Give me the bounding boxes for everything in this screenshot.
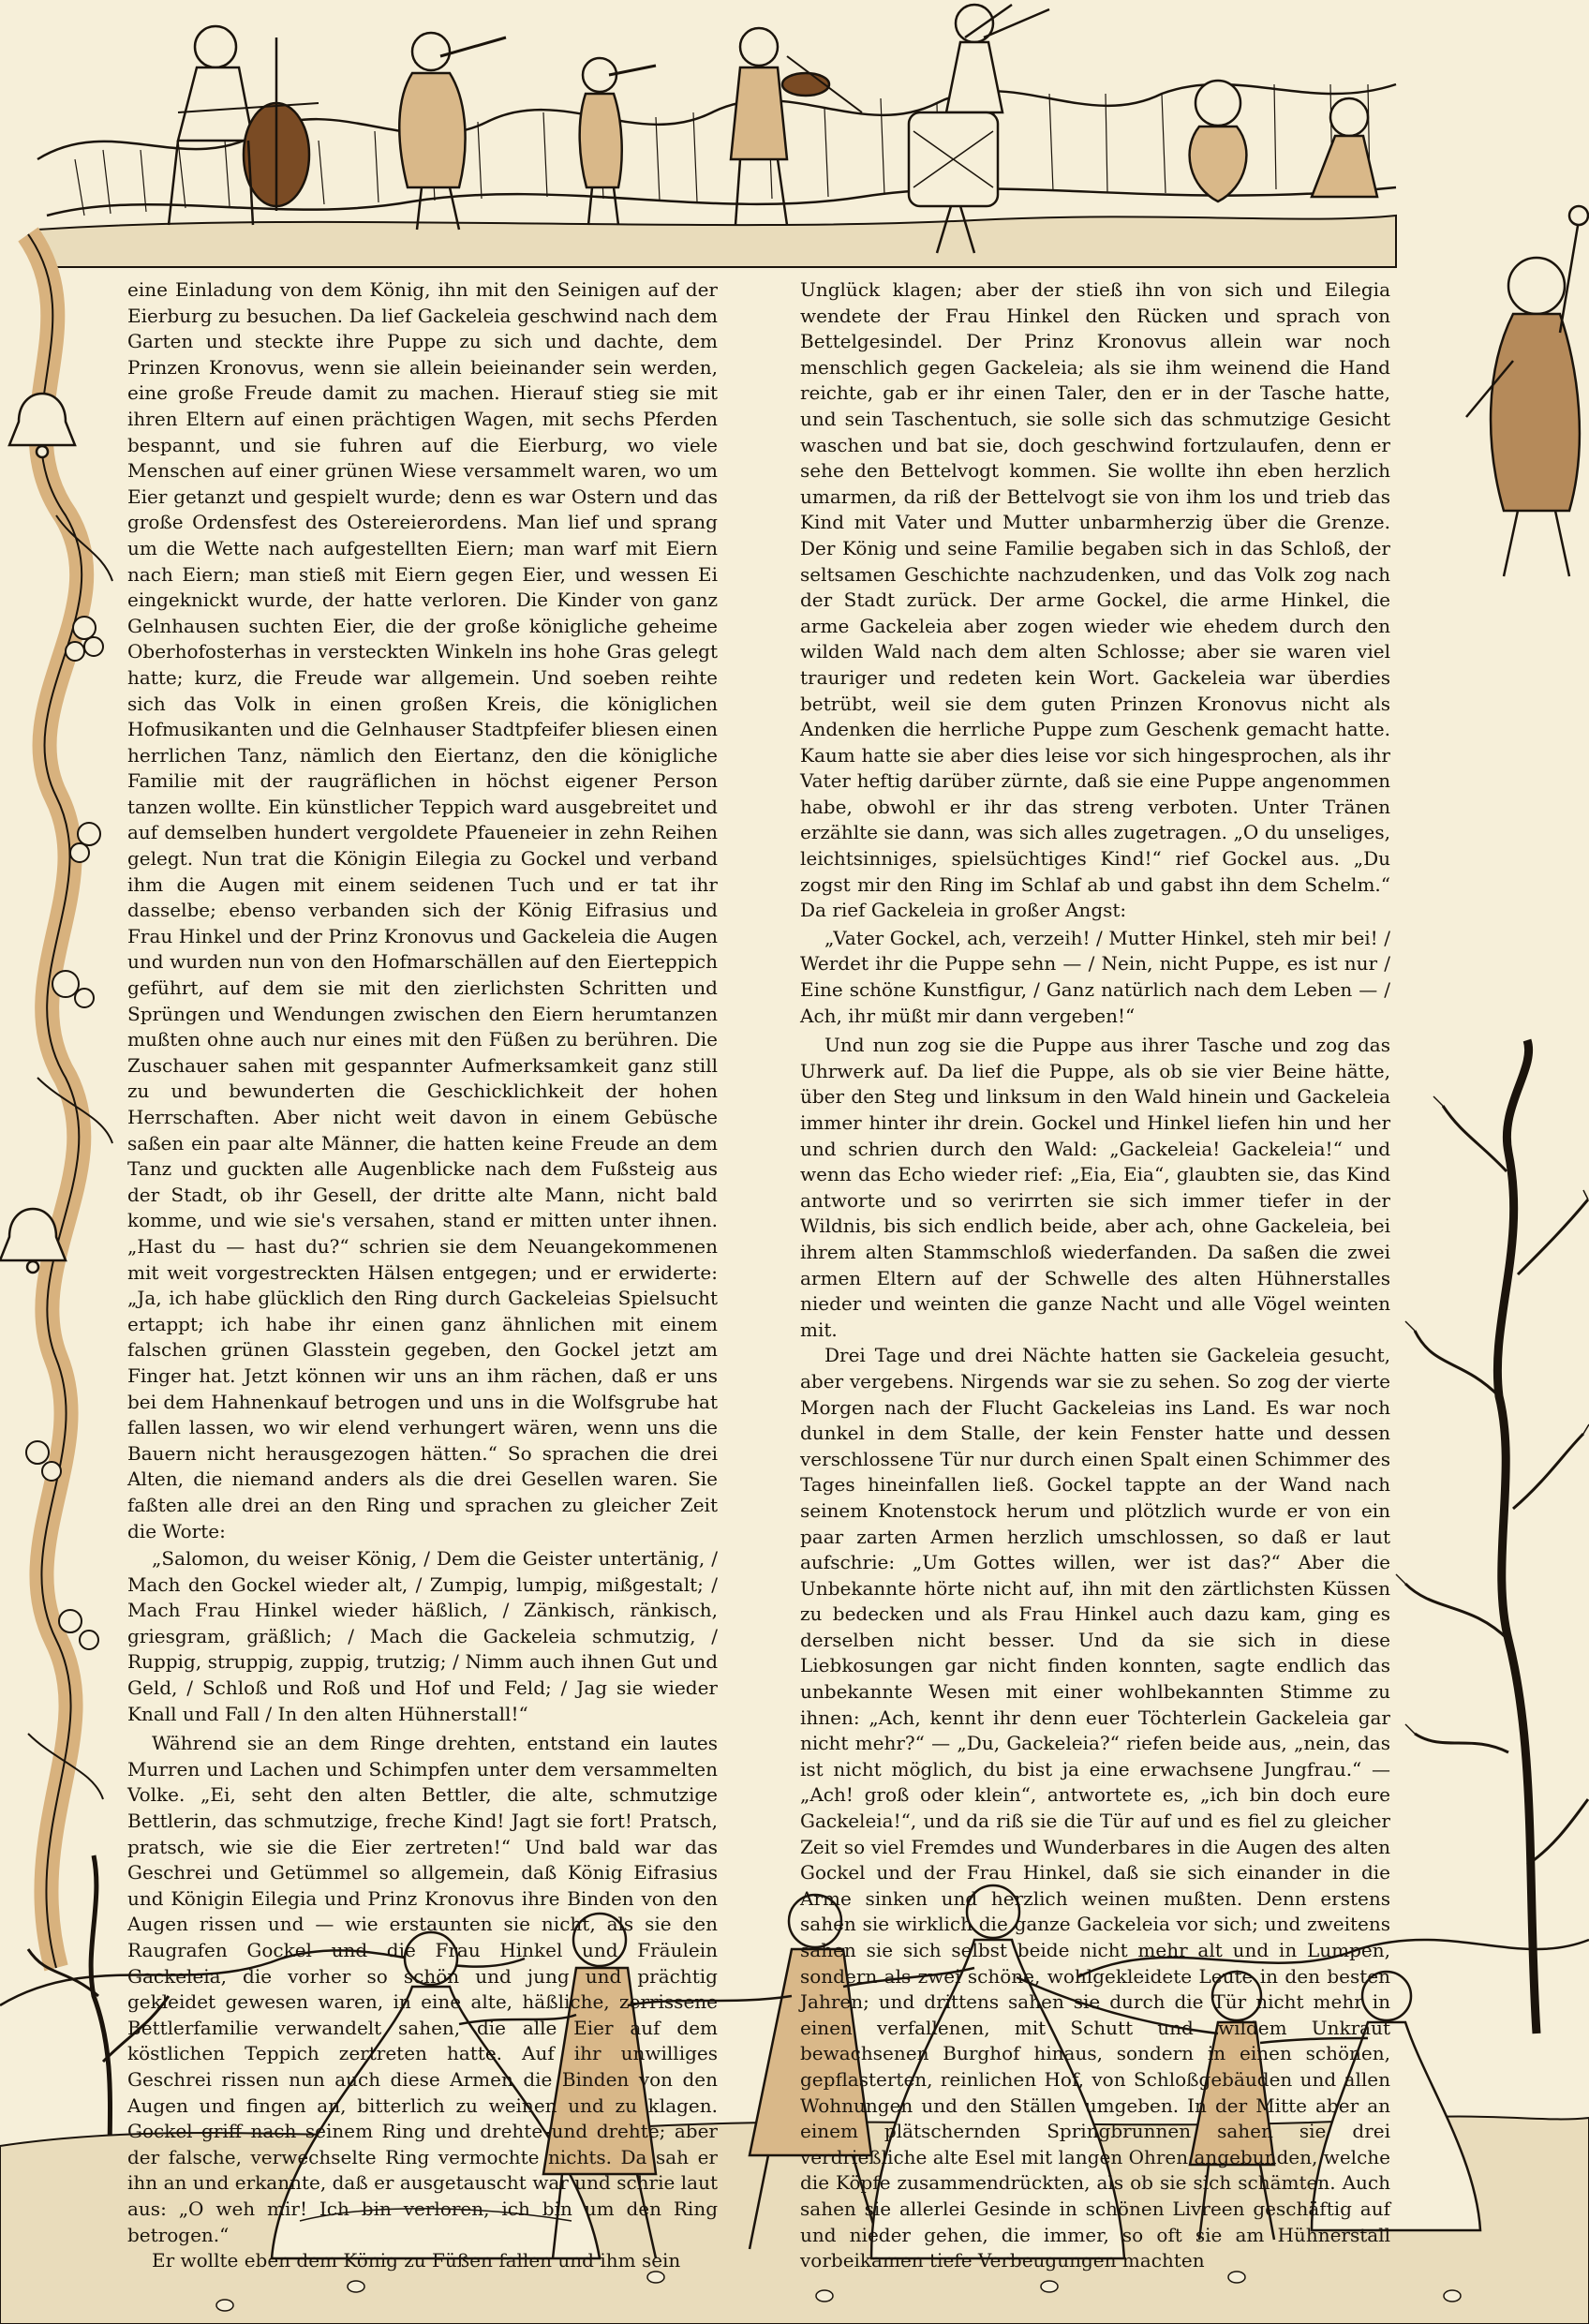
- left-text-column: [127, 277, 718, 2272]
- paragraph: eine Einladung von dem König, ihn mit den Seinigen auf der Eierburg zu besuchen. Da lief Gackeleia geschwind nach dem Garten und steckte ihre Puppe zu sich und dachte, dem Prinzen Kronovus, wenn sie allein beieinander sein werden, eine große Freude damit zu machen. Hierauf stieg sie mit ihren Eltern auf einen prächtigen Wagen, mit sechs Pferden bespannt, und sie fuhren auf die Eierburg, wo viele Menschen auf einer grünen Wiese versammelt waren, wo um Eier getanzt und gespielt wurde; denn es war Ostern und das große Ordensfest des Ostereierordens. Man lief und sprang um die Wette nach aufgestellten Eiern; man warf mit Eiern nach Eiern; man stieß mit Eiern gegen Eier, und wessen Ei eingeknickt wurde, der hatte verloren. Die Kinder von ganz Gelnhausen suchten Eier, die der große königliche geheime Oberhofosterhas in versteckten Winkeln ins hohe Gras gelegt hatte; kurz, die Freude war allgemein. Und soeben reihte sich das Volk in einen großen Kreis, die königlichen Hofmusikanten und die Gelnhauser Stadtpfeifer bliesen einen herrlichen Tanz, nämlich den Eiertanz, den die königliche Familie mit der raugräflichen in höchst eigener Person tanzen wollte. Ein künstlicher Teppich ward ausgebreitet und auf demselben hundert vergoldete Pfaueneier in zehn Reihen gelegt. Nun trat die Königin Eilegia zu Gockel und verband ihm die Augen mit einem seidenen Tuch und er tat ihr dasselbe; ebenso verbanden sich der König Eifrasius und Frau Hinkel und der Prinz Kronovus und Gackeleia die Augen und wurden nun von den Hofmarschällen auf den Eierteppich geführt, auf dem sie mit den zierlichsten Schritten und Sprüngen und Wendungen zwischen den Eiern herumtanzen mußten ohne auch nur eines mit den Füßen zu berühren. Die Zuschauer sahen mit gespannter Aufmerksamkeit ganz still zu und bewunderten die Geschicklichkeit der hohen Herrschaften. Aber nicht weit davon in einem Gebüsche saßen ein paar alte Männer, die hatten keine Freude an dem Tanz und guckten alle Augenblicke nach dem Fußsteig aus der Stadt, ob ihr Gesell, der dritte alte Mann, nicht bald komme, und wie sie's versahen, stand er mitten unter ihnen. „Hast du — hast du?“ schrien sie dem Neuangekommenen mit weit vorgestreckten Hälsen entgegen; und er erwiderte: „Ja, ich habe glücklich den Ring durch Gackeleias Spielsucht ertappt; ich habe ihr einen ganz ähnlichen mit einem falschen grünen Glasstein gegeben, den Gockel jetzt am Finger hat. Jetzt können wir uns an ihm rächen, daß er uns bei dem Hahnenkauf betrogen und uns in die Wolfsgrube hat fallen lassen, wo wir elend verhungert wären, wenn uns die Bauern nicht herausgezogen hätten.“ So sprachen die drei Alten, die niemand anders als die drei Gesellen waren. Sie faßten alle drei an den Ring und sprachen zu gleicher Zeit die Worte:: [127, 278, 718, 1542]
- verse: „Vater Gockel, ach, verzeih! / Mutter Hinkel, steh mir bei! / Werdet ihr die Puppe sehn — / Nein, nicht Puppe, es ist nur / Eine schöne Kunstfigur, / Ganz natürlich nach dem Leben — / Ach, ihr müßt mir dann vergeben!“: [800, 926, 1390, 1027]
- right-text-column: [800, 277, 1390, 2272]
- musicians-illustration: [37, 0, 1396, 267]
- verse: „Salomon, du weiser König, / Dem die Geister untertänig, / Mach den Gockel wieder alt, / Zumpig, lumpig, mißgestalt; / Mach Frau Hinkel wieder häßlich, / Zänkisch, ränkisch, griesgram, gräßlich; / Mach die Gackeleia schmutzig, / Ruppig, struppig, zuppig, trutzig; / Nimm auch ihnen Gut und Geld, / Schloß und Roß und Hof und Feld; / Jag sie wieder Knall und Fall / In den alten Hühnerstall!“: [127, 1547, 718, 1725]
- paragraph: Während sie an dem Ringe drehten, entstand ein lautes Murren und Lachen und Schimpfen unter dem versammelten Volke. „Ei, seht den alten Bettler, die alte, schmutzige Bettlerin, das schmutzige, freche Kind! Jagt sie fort! Pratsch, pratsch, wie sie die Eier zertreten!“ Und bald war das Geschrei und Getümmel so allgemein, daß König Eifrasius und Königin Eilegia und Prinz Kronovus ihre Binden von den Augen rissen und — wie erstaunten sie nicht, als sie den Raugrafen Gockel und die Frau Hinkel und Fräulein Gackeleia, die vorher so schön und jung und prächtig gekleidet gewesen waren, in eine alte, häßliche, zerrissene Bettlerfamilie verwandelt sahen, die alle Eier auf dem köstlichen Teppich zertreten hatte. Auf ihr unwilliges Geschrei rissen nun auch diese Armen die Binden von den Augen und fingen an, bitterlich zu weinen und zu klagen. Gockel griff nach seinem Ring und drehte und drehte; aber der falsche, verwechselte Ring vermochte nichts. Da sah er ihn an und erkannte, daß er ausgetauscht war und schrie laut aus: „O weh mir! Ich bin verloren, ich bin um den Ring betrogen.“: [127, 1732, 718, 2246]
- old-man-illustration: [1448, 201, 1589, 595]
- paragraph: Er wollte eben dem König zu Füßen fallen und ihm sein: [152, 2249, 681, 2272]
- paragraph: Und nun zog sie die Puppe aus ihrer Tasche und zog das Uhrwerk auf. Da lief die Puppe, als ob sie vier Beine hätte, über den Steg und linksum in den Wald hinein und Gackeleia immer hinter ihr drein. Gockel und Hinkel liefen hin und her und schrien durch den Wald: „Gackeleia! Gackeleia!“ und wenn das Echo wieder rief: „Eia, Eia“, glaubten sie, das Kind antworte und so verirrten sie sich immer tiefer in der Wildnis, bis sich endlich beide, aber ach, ohne Gackeleia, bei ihrem alten Stammschloß wiederfanden. Da saßen die zwei armen Eltern auf der Schwelle des alten Hühnerstalles nieder und weinten die ganze Nacht und alle Vögel weinten mit.: [800, 1034, 1390, 1341]
- paragraph: Unglück klagen; aber der stieß ihn von sich und Eilegia wendete der Frau Hinkel den Rücken und sprach von Bettelgesindel. Der Prinz Kronovus allein war noch menschlich gegen Gackeleia; als sie ihm weinend die Hand reichte, gab er ihr einen Taler, den er in der Tasche hatte, und sein Taschentuch, sie solle sich das schmutzige Gesicht waschen und bat sie, doch geschwind fortzulaufen, denn er sehe den Bettelvogt kommen. Sie wollte ihn eben herzlich umarmen, da riß der Bettelvogt sie von ihm los und trieb das Kind mit Vater und Mutter unbarmherzig über die Grenze. Der König und seine Familie begaben sich in das Schloß, der seltsamen Geschichte nachzudenken, und das Volk zog nach der Stadt zurück. Der arme Gockel, die arme Hinkel, die arme Gackeleia aber zogen wieder wie ehedem durch den wilden Wald nach dem alten Schlosse; aber sie waren viel trauriger und redeten kein Wort. Gackeleia war überdies betrübt, weil sie dem guten Prinzen Kronovus nicht als Andenken die herrliche Puppe zum Geschenk gemacht hatte. Kaum hatte sie aber dies leise vor sich hingesprochen, als ihr Vater heftig darüber zürnte, daß sie eine Puppe angenommen habe, obwohl er ihr das streng verboten. Unter Tränen erzählte sie dann, was sich alles zugetragen. „O du unseliges, leichtsinniges, spielsüchtiges Kind!“ rief Gockel aus. „Du zogst mir den Ring im Schlaf ab und gabst ihn dem Schelm.“ Da rief Gackeleia in großer Angst:: [800, 278, 1390, 922]
- paragraph: Drei Tage und drei Nächte hatten sie Gackeleia gesucht, aber vergebens. Nirgends war sie zu sehen. So zog der vierte Morgen nach der Flucht Gackeleias ins Land. Es war noch dunkel in dem Stalle, der kein Fenster hatte und dessen verschlossene Tür nur durch einen Spalt einen Schimmer des Tages hineinfallen ließ. Gockel tappte an der Wand nach seinem Knotenstock herum und plötzlich wurde er von ein paar zarten Armen herzlich umschlossen, so daß er laut aufschrie: „Um Gottes willen, wer ist das?“ Aber die Unbekannte hörte nicht auf, ihn mit den zärtlichsten Küssen zu bedecken und als Frau Hinkel auch dazu kam, ging es derselben nicht besser. Und da sie sich in diese Liebkosungen gar nicht finden konnten, sagte endlich das unbekannte Wesen mit einer wohlbekannten Stimme zu ihnen: „Ach, kennt ihr denn euer Töchterlein Gackeleia gar nicht mehr?“ — „Du, Gackeleia?“ riefen beide aus, „nein, das ist nicht möglich, du bist ja eine erwachsene Jungfrau.“ — „Ach! groß oder klein“, antwortete es, „ich bin doch eure Gackeleia!“, und da riß sie die Tür auf und es fiel zu gleicher Zeit so viel Fremdes und Wunderbares in die Augen des alten Gockel und der Frau Hinkel, daß sie sich einander in die Arme sinken und herzlich weinen mußten. Denn erstens sahen sie wirklich die ganze Gackeleia vor sich; und zweitens sahen sie sich selbst beide nicht mehr alt und in Lumpen, sondern als zwei schöne, wohlgekleidete Leute in den besten Jahren; und drittens sahen sie durch die Tür nicht mehr in einen verfallenen, mit Schutt und wildem Unkraut bewachsenen Burghof hinaus, sondern in einen schönen, gepflasterten, reinlichen Hof, von Schloßgebäuden und allen Wohnungen und den Ställen umgeben. In der Mitte aber an einem plätschernden Springbrunnen sahen sie drei verdrießliche alte Esel mit langen Ohren angebunden, welche die Köpfe zusammendrückten, als ob sie sich schämten. Auch sahen sie allerlei Gesinde in schönen Livreen geschäftig auf und nieder gehen, die immer, so oft sie am Hühnerstall vorbeikamen tiefe Verbeugungen machten: [800, 1344, 1390, 2272]
- ribbon-border-illustration: [0, 234, 122, 1968]
